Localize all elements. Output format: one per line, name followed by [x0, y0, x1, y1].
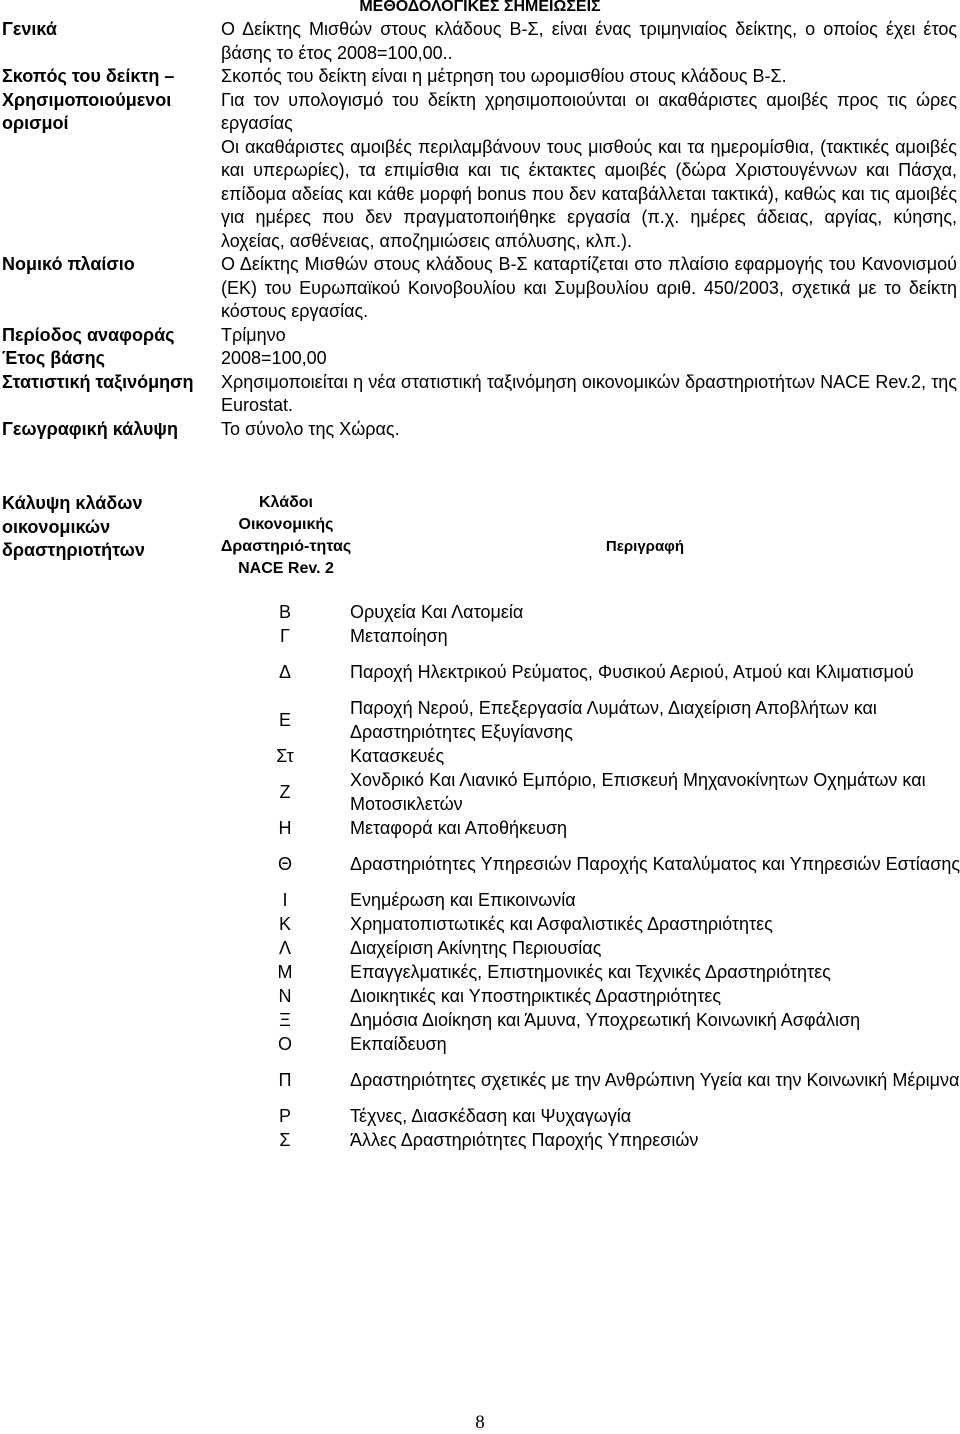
- nace-description: Χρηματοπιστωτικές και Ασφαλιστικές Δραστηριότητες: [350, 914, 773, 934]
- nace-code: Ι: [282, 890, 288, 910]
- definition-row-period: [2, 324, 958, 348]
- nace-code: Ο: [277, 1034, 292, 1054]
- table-row: [0, 696, 960, 744]
- definition-row-definitions: [2, 89, 958, 254]
- table-row: [0, 816, 960, 840]
- table-row: [0, 648, 960, 696]
- nace-description: Κατασκευές: [350, 746, 445, 766]
- table-row: [0, 1104, 960, 1128]
- nace-description: Τέχνες, Διασκέδαση και Ψυχαγωγία: [350, 1106, 632, 1126]
- definition-label: Γενικά: [2, 19, 57, 39]
- nace-description: Δραστηριότητες σχετικές με την Ανθρώπινη Υγεία και την Κοινωνική Μέριμνα: [350, 1070, 960, 1090]
- table-row: [0, 600, 960, 624]
- definition-label: Νομικό πλαίσιο: [2, 254, 135, 274]
- table-row: [0, 1008, 960, 1032]
- definition-row-general: [2, 18, 958, 65]
- nace-description: Ενημέρωση και Επικοινωνία: [350, 890, 576, 910]
- nace-code: Ρ: [278, 1106, 291, 1126]
- definition-text: [221, 89, 957, 254]
- table-row: [0, 744, 960, 768]
- definition-text: Ο Δείκτης Μισθών στους κλάδους Β-Σ, είναι ένας τριμηνιαίος δείκτης, ο οποίος έχει έτος βάσης το έτος 2008=100,00..: [221, 19, 957, 63]
- definition-label: Έτος βάσης: [2, 348, 105, 368]
- nace-code: Κ: [278, 914, 291, 934]
- definition-row-legal: [2, 253, 958, 324]
- table-row: [0, 768, 960, 816]
- page-number: 8: [475, 1412, 485, 1433]
- definition-row-classification: [2, 371, 958, 418]
- nace-code: Ν: [278, 986, 292, 1006]
- table-row: [0, 912, 960, 936]
- coverage-label: Κάλυψη κλάδων οικονομικών δραστηριοτήτων: [2, 493, 145, 560]
- table-row: [0, 984, 960, 1008]
- nace-description: Επαγγελματικές, Επιστημονικές και Τεχνικές Δραστηριότητες: [350, 962, 831, 982]
- page-heading: ΜΕΘΟΔΟΛΟΓΙΚΕΣ ΣΗΜΕΙΩΣΕΙΣ: [359, 0, 601, 15]
- definition-label: Στατιστική ταξινόμηση: [2, 371, 194, 392]
- table-row: [0, 1128, 960, 1152]
- nace-code: Π: [278, 1070, 292, 1090]
- nace-description: Παροχή Ηλεκτρικού Ρεύματος, Φυσικού Αεριού, Ατμού και Κλιματισμού: [350, 662, 914, 682]
- code-column-header: Κλάδοι Οικονομικής Δραστηριό-τητας NACE Rev. 2: [220, 494, 352, 577]
- definition-text: Το σύνολο της Χώρας.: [221, 418, 400, 439]
- definition-row-geography: [2, 418, 958, 442]
- nace-code: Ξ: [279, 1010, 291, 1030]
- nace-code: Ζ: [279, 782, 291, 802]
- definition-paragraph: Οι ακαθάριστες αμοιβές περιλαμβάνουν τους μισθούς και τα ημερομίσθια, (τακτικές αμοιβές και υπερωρίες), τα επιμίσθια και τις έκτακτες αμοιβές (δώρα Χριστουγέννων και Πάσχα, επίδομα αδείας και κάθε μορφή bonus που δεν καταβάλλεται τακτικά), καθώς και τις αμοιβές για ημέρες που δεν πραγματοποιήθηκε εργασία (π.χ. ημέρες άδειας, αργίας, κύησης, λοχείας, ασθένειας, αποζημιώσεις απόλυσης, κλπ.).: [221, 136, 957, 251]
- table-row: [0, 840, 960, 888]
- table-row: [0, 936, 960, 960]
- definition-text: 2008=100,00: [221, 348, 327, 368]
- definition-row-purpose: [2, 65, 958, 89]
- nace-code: Θ: [277, 854, 292, 874]
- definition-row-base-year: [2, 347, 958, 371]
- nace-description: Δραστηριότητες Υπηρεσιών Παροχής Καταλύματος και Υπηρεσιών Εστίασης: [350, 854, 960, 874]
- nace-description: Δημόσια Διοίκηση και Άμυνα, Υποχρεωτική Κοινωνική Ασφάλιση: [350, 1010, 861, 1030]
- nace-description: Μεταφορά και Αποθήκευση: [350, 818, 567, 838]
- nace-code: Λ: [278, 938, 292, 958]
- table-row: [0, 960, 960, 984]
- methodology-definitions: [2, 18, 958, 441]
- definition-label: Περίοδος αναφοράς: [2, 324, 175, 345]
- definition-text: Ο Δείκτης Μισθών στους κλάδους Β-Σ καταρτίζεται στο πλαίσιο εφαρμογής του Κανονισμού (ΕΚ) του Ευρωπαϊκού Κοινοβουλίου και Συμβουλίου αριθ. 450/2003, σχετικά με το δείκτη κόστους εργασίας.: [221, 254, 957, 321]
- definition-label: Σκοπός του δείκτη –: [2, 66, 175, 86]
- nace-code: Β: [278, 602, 291, 622]
- nace-code: Σ: [279, 1130, 291, 1150]
- nace-description: Εκπαίδευση: [350, 1034, 447, 1054]
- nace-description: Διοικητικές και Υποστηρικτικές Δραστηριότητες: [350, 986, 722, 1006]
- table-row: [0, 888, 960, 912]
- nace-code: Γ: [280, 626, 290, 646]
- table-row: [0, 1056, 960, 1104]
- definition-text: Τρίμηνο: [221, 324, 286, 345]
- description-column-header: Περιγραφή: [605, 538, 685, 555]
- definition-label: Γεωγραφική κάλυψη: [2, 418, 178, 439]
- nace-code: Ε: [278, 710, 291, 730]
- definition-text: Χρησιμοποιείται η νέα στατιστική ταξινόμηση οικονομικών δραστηριοτήτων NACE Rev.2, της Eurostat.: [221, 371, 957, 415]
- nace-table: [0, 600, 960, 1152]
- nace-description: Χονδρικό Και Λιανικό Εμπόριο, Επισκευή Μηχανοκίνητων Οχημάτων και Μοτοσικλετών: [350, 770, 926, 814]
- nace-description: Μεταποίηση: [350, 626, 448, 646]
- nace-code: Στ: [276, 746, 294, 766]
- table-row: [0, 1032, 960, 1056]
- nace-code: Δ: [278, 662, 292, 682]
- nace-code: Η: [278, 818, 292, 838]
- nace-description: Ορυχεία Και Λατομεία: [350, 602, 524, 622]
- definition-text: Σκοπός του δείκτη είναι η μέτρηση του ωρομισθίου στους κλάδους Β-Σ.: [221, 66, 787, 86]
- nace-description: Διαχείριση Ακίνητης Περιουσίας: [350, 938, 602, 958]
- nace-description: Άλλες Δραστηριότητες Παροχής Υπηρεσιών: [350, 1130, 699, 1150]
- table-row: [0, 624, 960, 648]
- nace-code: Μ: [277, 962, 293, 982]
- nace-table-header: [0, 492, 960, 600]
- definition-paragraph: Για τον υπολογισμό του δείκτη χρησιμοποιούνται οι ακαθάριστες αμοιβές προς τις ώρες εργασίας: [221, 89, 957, 133]
- definition-label: Χρησιμοποιούμενοι ορισμοί: [2, 89, 172, 133]
- nace-description: Παροχή Νερού, Επεξεργασία Λυμάτων, Διαχείριση Αποβλήτων και Δραστηριότητες Εξυγίανσης: [350, 698, 877, 742]
